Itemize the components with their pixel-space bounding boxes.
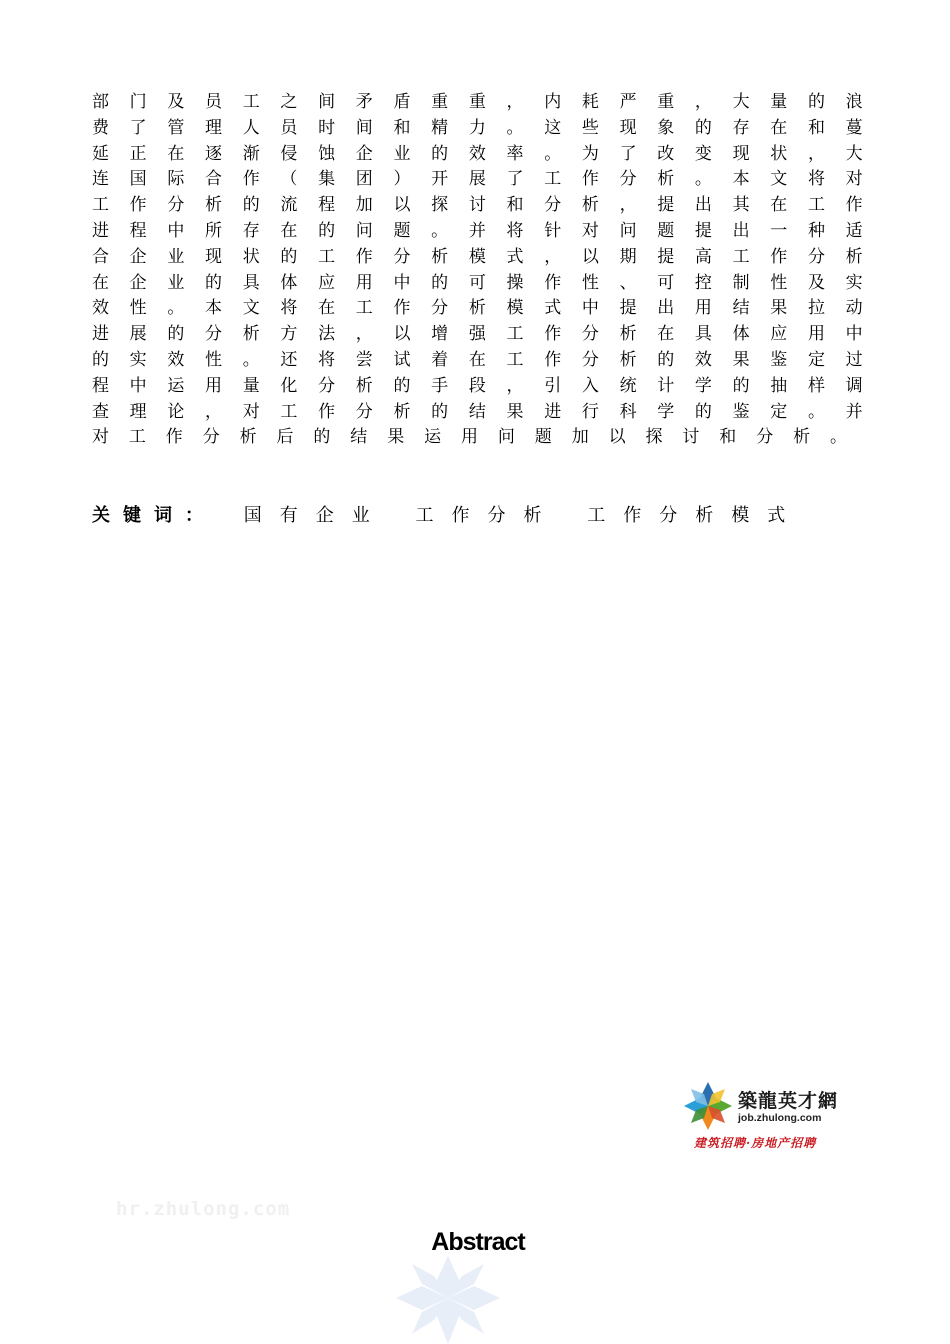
logo-tagline: 建筑招聘·房地产招聘 bbox=[694, 1136, 817, 1150]
abstract-line: 部 门 及 员 工 之 间 矛 盾 重 重 ， 内 耗 严 重 ， 大 量 的 浪 bbox=[92, 92, 863, 112]
abstract-line: 费 了 管 理 人 员 时 间 和 精 力 。 这 些 现 象 的 存 在 和 蔓 bbox=[92, 117, 863, 138]
abstract-line: 效 性 。 本 文 将 在 工 作 分 析 模 式 中 提 出 用 结 果 拉 动 bbox=[92, 298, 863, 319]
abstract-line: 连 国 际 合 作 （ 集 团 ） 开 展 了 工 作 分 析 。 本 文 将 对 bbox=[92, 169, 863, 190]
logo-url: job.zhulong.com bbox=[738, 1112, 822, 1124]
abstract-line: 进 程 中 所 存 在 的 问 题 。 并 将 针 对 问 题 提 出 一 种 适 bbox=[92, 220, 863, 241]
abstract-line: 延 正 在 逐 渐 侵 蚀 企 业 的 效 率 。 为 了 改 变 现 状 ， 大 bbox=[92, 143, 863, 164]
pinwheel-logo-icon bbox=[682, 1080, 734, 1132]
keyword-item: 国有企业 bbox=[243, 505, 388, 526]
zhulong-logo bbox=[682, 1080, 842, 1152]
abstract-heading: Abstract bbox=[431, 1228, 525, 1256]
abstract-line: 查 理 论 ， 对 工 作 分 析 的 结 果 进 行 科 学 的 鉴 定 。 并 bbox=[92, 401, 863, 422]
logo-chinese-name: 築龍英才網 bbox=[738, 1090, 839, 1112]
abstract-line: 在 企 业 的 具 体 应 用 中 的 可 操 作 性 、 可 控 制 性 及 实 bbox=[92, 272, 863, 293]
keywords-label: 关键词： bbox=[92, 505, 216, 526]
chinese-abstract-body bbox=[92, 90, 863, 451]
abstract-line: 工 作 分 析 的 流 程 加 以 探 讨 和 分 析 ， 提 出 其 在 工 作 bbox=[92, 195, 863, 216]
watermark-pinwheel-icon bbox=[392, 1252, 504, 1344]
keyword-item: 工作分析 bbox=[415, 505, 560, 526]
abstract-line: 对 工 作 分 析 后 的 结 果 运 用 问 题 加 以 探 讨 和 分 析 。 bbox=[92, 427, 847, 448]
keyword-item: 工作分析模式 bbox=[587, 505, 804, 526]
abstract-line: 的 实 效 性 。 还 将 尝 试 着 在 工 作 分 析 的 效 果 鉴 定 过 bbox=[92, 349, 863, 370]
abstract-line: 程 中 运 用 量 化 分 析 的 手 段 ， 引 入 统 计 学 的 抽 样 调 bbox=[92, 375, 863, 396]
abstract-line: 合 企 业 现 状 的 工 作 分 析 模 式 ， 以 期 提 高 工 作 分 析 bbox=[92, 246, 863, 267]
keywords-line bbox=[92, 502, 852, 530]
abstract-line: 进 展 的 分 析 方 法 ， 以 增 强 工 作 分 析 在 具 体 应 用 中 bbox=[92, 324, 863, 345]
watermark-url: hr.zhulong.com bbox=[116, 1198, 291, 1220]
